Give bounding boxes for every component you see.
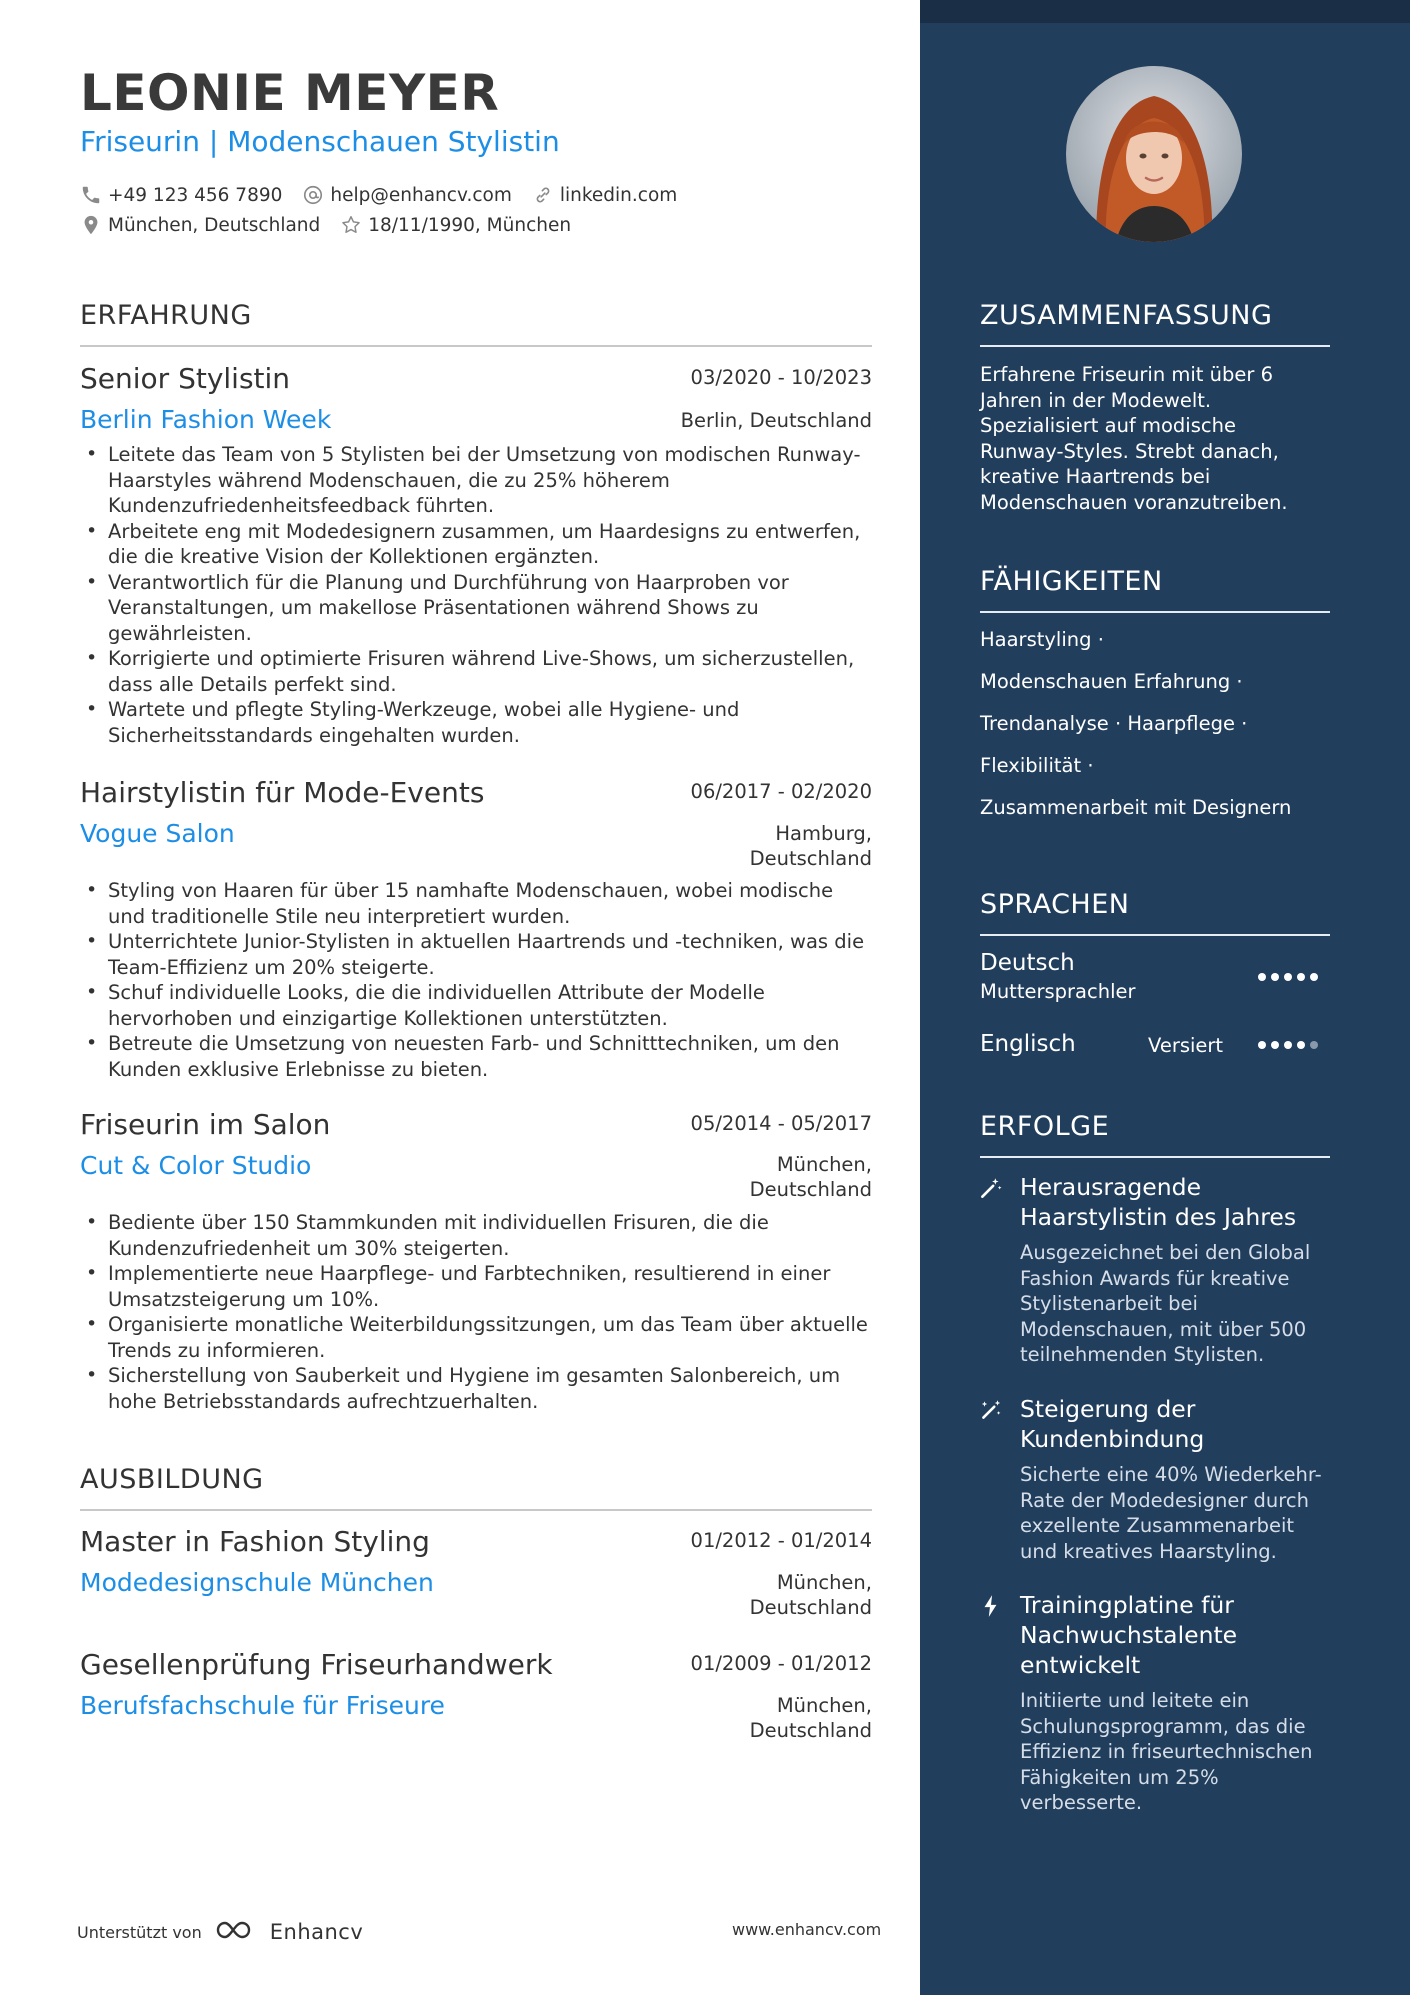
job-bullet: • Korrigierte und optimierte Frisuren während Live-Shows, um sicherzustellen, dass alle Details perfekt sind. [80, 646, 872, 697]
star-icon [340, 214, 362, 236]
job-bullet: • Verantwortlich für die Planung und Durchführung von Haarproben vor Veranstaltungen, um makellose Präsentationen während Shows zu gewährleisten. [80, 570, 872, 647]
job-location [750, 1152, 872, 1202]
job-bullets [80, 1210, 872, 1414]
rating-dot [1297, 973, 1305, 981]
job-entry [80, 1108, 872, 1414]
job-location-line: Deutschland [749, 847, 872, 870]
summary-text: Erfahrene Friseurin mit über 6 Jahren in der Modewelt. Spezialisiert auf modische Runway-Styles. Strebt danach, kreative Haartrends bei Modenschauen voranzutreiben. [980, 363, 1288, 514]
job-bullet: • Schuf individuelle Looks, die die individuellen Attribute der Modelle hervorhoben und einzigartige Kollektionen unterstützten. [80, 980, 872, 1031]
job-dates: 06/2017 - 02/2020 [690, 780, 872, 803]
education-location [750, 1570, 872, 1620]
achievement-title: Trainingplatine für Nachwuchstalente entwickelt [1020, 1591, 1238, 1679]
job-bullets [80, 878, 872, 1082]
job-dates: 05/2014 - 05/2017 [690, 1112, 872, 1135]
education-degree: Gesellenprüfung Friseurhandwerk [80, 1648, 553, 1681]
education-school: Modedesignschule München [80, 1568, 434, 1597]
languages-heading: SPRACHEN [980, 889, 1130, 920]
location-item [80, 214, 320, 236]
education-degree: Master in Fashion Styling [80, 1525, 430, 1558]
rating-dot [1310, 973, 1318, 981]
job-bullet: • Organisierte monatliche Weiterbildungssitzungen, um das Team über aktuelle Trends zu informieren. [80, 1312, 872, 1363]
job-bullet: • Unterrichtete Junior-Stylisten in aktuellen Haartrends und -techniken, was die Team-Effizienz um 20% steigerte. [80, 929, 872, 980]
achievement-title: Herausragende Haarstylistin des Jahres [1020, 1173, 1297, 1231]
achievement-desc: Ausgezeichnet bei den Global Fashion Awards für kreative Stylistenarbeit bei Modenschauen, mit über 500 teilnehmenden Stylisten. [1020, 1241, 1311, 1366]
rating-dot [1258, 973, 1266, 981]
enhancv-logo-icon [214, 1918, 262, 1946]
job-bullets [80, 442, 872, 748]
rating-dot [1284, 973, 1292, 981]
phone-icon [80, 184, 102, 206]
birth-text: 18/11/1990, München [368, 214, 572, 236]
candidate-name: LEONIE MEYER [80, 64, 500, 122]
rating-dot [1310, 1041, 1318, 1049]
skill-line: Modenschauen Erfahrung · [980, 670, 1243, 693]
email-item[interactable] [302, 184, 511, 206]
job-role: Friseurin im Salon [80, 1108, 331, 1141]
footer-brand: Enhancv [269, 1920, 364, 1944]
phone-item [80, 184, 282, 206]
job-dates: 03/2020 - 10/2023 [690, 366, 872, 389]
footer-powered-by [77, 1918, 363, 1946]
job-location [750, 821, 872, 871]
education-location-line: München, [776, 1571, 872, 1594]
education-location-line: München, [776, 1694, 872, 1717]
sidebar-top-bar [920, 0, 1410, 23]
summary-divider [980, 345, 1330, 347]
job-entry [80, 776, 872, 1082]
job-entry [80, 362, 872, 748]
job-bullet: • Sicherstellung von Sauberkeit und Hygiene im gesamten Salonbereich, um hohe Betriebsstandards aufrechtzuerhalten. [80, 1363, 872, 1414]
link-item[interactable] [532, 184, 677, 206]
job-location-line: Deutschland [749, 1178, 872, 1201]
language-level: Muttersprachler [980, 980, 1136, 1003]
job-bullet: • Wartete und pflegte Styling-Werkzeuge, wobei alle Hygiene- und Sicherheitsstandards eingehalten wurden. [80, 697, 872, 748]
education-location-line: Deutschland [749, 1719, 872, 1742]
footer-url[interactable]: www.enhancv.com [732, 1920, 882, 1939]
languages-divider [980, 934, 1330, 936]
experience-divider [80, 345, 872, 347]
lightning-icon [978, 1593, 1004, 1619]
skill-line: Haarstyling · [980, 628, 1104, 651]
education-divider [80, 1509, 872, 1511]
education-location-line: Deutschland [749, 1596, 872, 1619]
language-name: Englisch [980, 1031, 1076, 1057]
job-bullet: • Betreute die Umsetzung von neuesten Farb- und Schnitttechniken, um den Kunden exklusive Erlebnisse zu bieten. [80, 1031, 872, 1082]
email-text[interactable]: help@enhancv.com [330, 184, 512, 206]
education-dates: 01/2012 - 01/2014 [690, 1529, 872, 1552]
achievement-desc: Sicherte eine 40% Wiederkehr-Rate der Modedesigner durch exzellente Zusammenarbeit und kreatives Haarstyling. [1020, 1463, 1322, 1563]
job-role: Hairstylistin für Mode-Events [80, 776, 485, 809]
job-bullet: • Styling von Haaren für über 15 namhafte Modenschauen, wobei modische und traditionelle Stile neu interpretiert wurden. [80, 878, 872, 929]
link-text[interactable]: linkedin.com [559, 184, 678, 206]
achievements-divider [980, 1156, 1330, 1158]
rating-dot [1271, 973, 1279, 981]
summary-heading: ZUSAMMENFASSUNG [980, 300, 1273, 331]
job-role: Senior Stylistin [80, 362, 291, 395]
experience-heading: ERFAHRUNG [80, 300, 252, 331]
magic-wand-icon [978, 1175, 1004, 1201]
achievements-heading: ERFOLGE [980, 1111, 1110, 1142]
achievement-desc: Initiierte und leitete ein Schulungsprogramm, das die Effizienz in friseurtechnischen Fähigkeiten um 25% verbesserte. [1020, 1689, 1313, 1814]
rating-dot [1297, 1041, 1305, 1049]
rating-dot [1271, 1041, 1279, 1049]
at-icon [302, 184, 324, 206]
profile-photo [1066, 66, 1242, 242]
link-icon [532, 184, 554, 206]
education-entry [80, 1648, 872, 1742]
language-rating [1258, 1041, 1318, 1049]
skill-line: Trendanalyse · Haarpflege · [980, 712, 1248, 735]
contact-info [80, 180, 697, 240]
job-bullet: • Leitete das Team von 5 Stylisten bei der Umsetzung von modischen Runway-Haarstyles während Modenschauen, die zu 25% höherem Kundenzufriedenheitsfeedback führten. [80, 442, 872, 519]
rating-dot [1284, 1041, 1292, 1049]
job-bullet: • Implementierte neue Haarpflege- und Farbtechniken, resultierend in einer Umsatzsteigerung um 10%. [80, 1261, 872, 1312]
job-location: Berlin, Deutschland [680, 409, 872, 432]
education-entry [80, 1525, 872, 1619]
location-pin-icon [80, 214, 102, 236]
language-rating [1258, 973, 1318, 981]
skills-divider [980, 611, 1330, 613]
rating-dot [1258, 1041, 1266, 1049]
job-company: Berlin Fashion Week [80, 405, 332, 434]
education-dates: 01/2009 - 01/2012 [690, 1652, 872, 1675]
footer-powered-text: Unterstützt von [77, 1922, 202, 1942]
language-level: Versiert [1148, 1034, 1224, 1057]
job-company: Vogue Salon [80, 819, 235, 848]
location-text: München, Deutschland [108, 214, 321, 236]
skills-heading: FÄHIGKEITEN [980, 566, 1163, 597]
phone-text: +49 123 456 7890 [108, 184, 283, 206]
skill-line: Zusammenarbeit mit Designern [980, 796, 1292, 819]
education-heading: AUSBILDUNG [80, 1464, 264, 1495]
candidate-title: Friseurin | Modenschauen Stylistin [80, 125, 560, 158]
job-company: Cut & Color Studio [80, 1151, 312, 1180]
education-location [750, 1693, 872, 1743]
skill-line: Flexibilität · [980, 754, 1094, 777]
job-location-line: München, [776, 1153, 872, 1176]
wand-sparkle-icon [978, 1397, 1004, 1423]
job-bullet: • Bediente über 150 Stammkunden mit individuellen Frisuren, die die Kundenzufriedenheit um 30% steigerten. [80, 1210, 872, 1261]
birth-item [340, 214, 571, 236]
job-bullet: • Arbeitete eng mit Modedesignern zusammen, um Haardesigns zu entwerfen, die die kreative Vision der Kollektionen ergänzten. [80, 519, 872, 570]
education-school: Berufsfachschule für Friseure [80, 1691, 445, 1720]
achievement-title: Steigerung der Kundenbindung [1020, 1395, 1205, 1453]
language-name: Deutsch [980, 950, 1075, 976]
job-location-line: Hamburg, [775, 822, 872, 845]
